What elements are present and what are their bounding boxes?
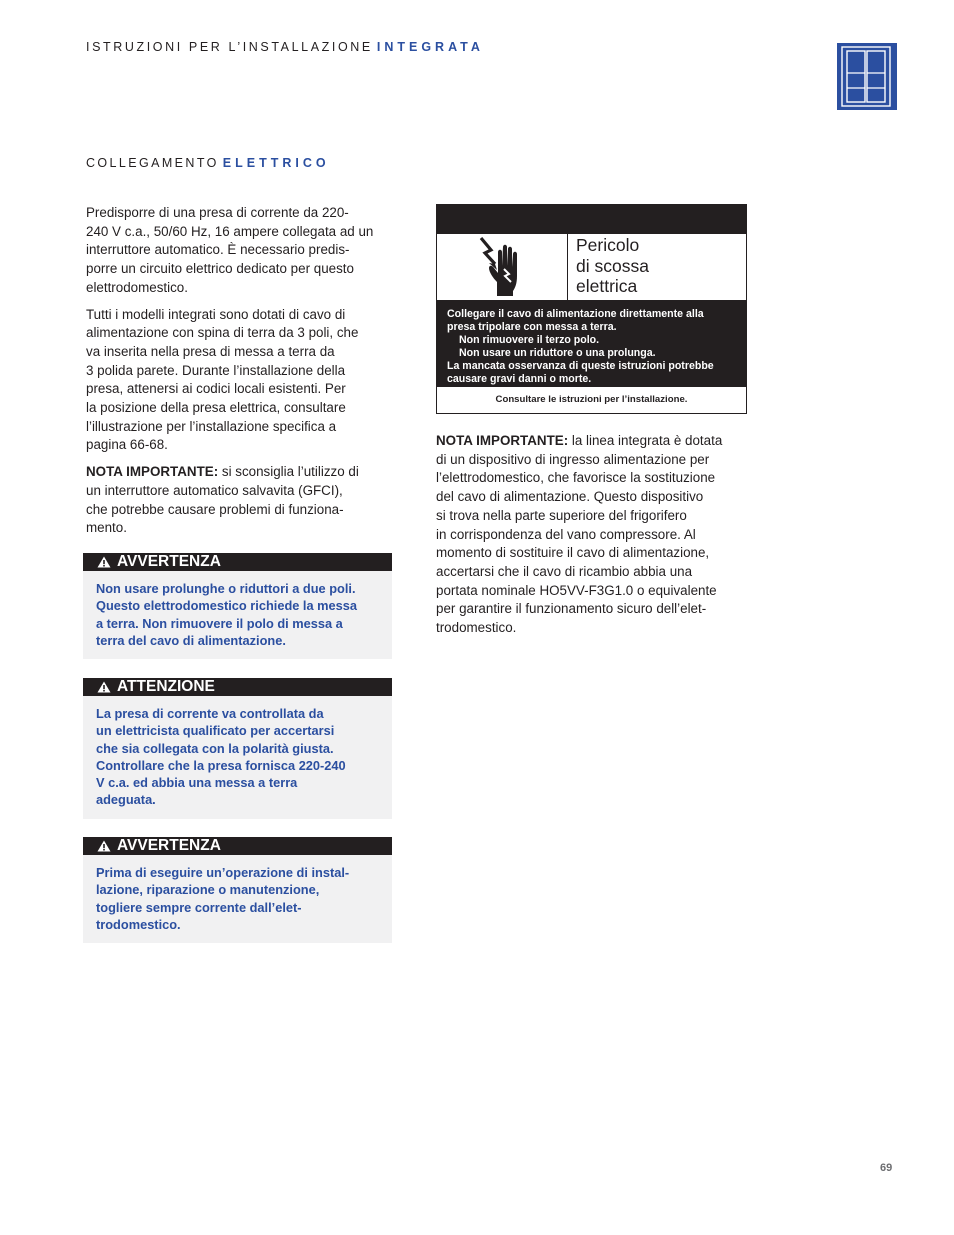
left-column (86, 204, 406, 546)
warning-triangle-icon (97, 840, 111, 852)
warning-text: Non usare prolunghe o riduttori a due poli. Questo elettrodomestico richiede la messa a terra. Non rimuovere il polo di messa a terra del cavo di alimentazione. (96, 581, 358, 648)
caution-header (83, 678, 392, 696)
header-title-accent: INTEGRATA (376, 40, 484, 54)
label-instructions: Collegare il cavo di alimentazione direttamente alla presa tripolare con messa a terra. Non rimuovere il terzo polo. Non usare un riduttore o una prolunga. La mancata osservanza di queste istruzioni potrebbe causare gravi danni o morte. (437, 300, 746, 387)
warning-title: AVVERTENZA (117, 837, 221, 854)
note-power-inlet: NOTA IMPORTANTE: la linea integrata è dotata di un dispositivo di ingresso alimentazione per l’elettrodomestico, che favorisce la sostituzione del cavo di alimentazione. Questo dispositivo si trova nella parte superiore del frigorifero in corrispondenza del vano compressore. Al momento di sostituire il cavo di alimentazione, accertarsi che il cavo di ricambio abbia una portata nominale HO5VV-F3G1.0 o equivalente per garantire il funzionamento sicuro dell’elet- trodomestico. (436, 433, 723, 636)
warning-triangle-icon (97, 681, 111, 693)
page-number: 69 (880, 1162, 893, 1174)
caution-text: La presa di corrente va controllata da un elettricista qualificato per accertarsi che sia collegata con la polarità giusta. Controllare che la presa fornisca 220-240 V c.a. ed abbia una messa a terra adeguata. (96, 706, 346, 808)
note-gfci: NOTA IMPORTANTE: si sconsiglia l’utilizzo di un interruttore automatico salvavita (GFCI), che potrebbe causare problemi di funziona- mento. (86, 464, 359, 536)
warning-text: Prima di eseguire un’operazione di instal- lazione, riparazione o manutenzione, togliere sempre corrente dall’elet- trodomestico. (96, 865, 350, 932)
paragraph-grounded-plug: Tutti i modelli integrati sono dotati di cavo di alimentazione con spina di terra da 3 poli, che va inserita nella presa di messa a terra da 3 polida parete. Durante l’installazione della presa, attenersi ai codici locali esistenti. Per la posizione della presa elettrica, consultare l’illustrazione per l’installazione specifica a pagina 66-68. (86, 306, 359, 453)
label-top-band (437, 205, 746, 234)
running-header (86, 40, 484, 54)
shock-hazard-label (436, 204, 747, 414)
note-label: NOTA IMPORTANTE: (86, 464, 219, 480)
label-footer: Consultare le istruzioni per l’installazione. (495, 394, 688, 405)
note-label: NOTA IMPORTANTE: (436, 433, 569, 448)
caution-title: ATTENZIONE (117, 678, 215, 695)
paragraph-power-supply: Predisporre di una presa di corrente da 220- 240 V c.a., 50/60 Hz, 16 ampere collegata ad un interruttore automatico. È necessario predis- porre un circuito elettrico dedicato per questo elettrodomestico. (86, 205, 374, 295)
electric-shock-hand-icon (475, 236, 531, 298)
refrigerator-icon (837, 43, 897, 110)
warning-header (83, 553, 392, 571)
warning-triangle-icon (97, 556, 111, 568)
warning-header (83, 837, 392, 855)
section-title-text: COLLEGAMENTO (86, 156, 219, 170)
label-title-row (437, 234, 746, 300)
header-title: ISTRUZIONI PER L’INSTALLAZIONE (86, 40, 373, 54)
warning-box-disconnect-power (83, 837, 392, 943)
section-title (86, 156, 330, 170)
label-icon-cell (437, 234, 568, 300)
right-column (436, 432, 754, 638)
label-title: Pericolo di scossa elettrica (576, 235, 649, 296)
caution-box-outlet-check (83, 678, 392, 819)
section-title-accent: ELETTRICO (222, 156, 330, 170)
warning-box-extension-cords (83, 553, 392, 659)
warning-title: AVVERTENZA (117, 553, 221, 570)
